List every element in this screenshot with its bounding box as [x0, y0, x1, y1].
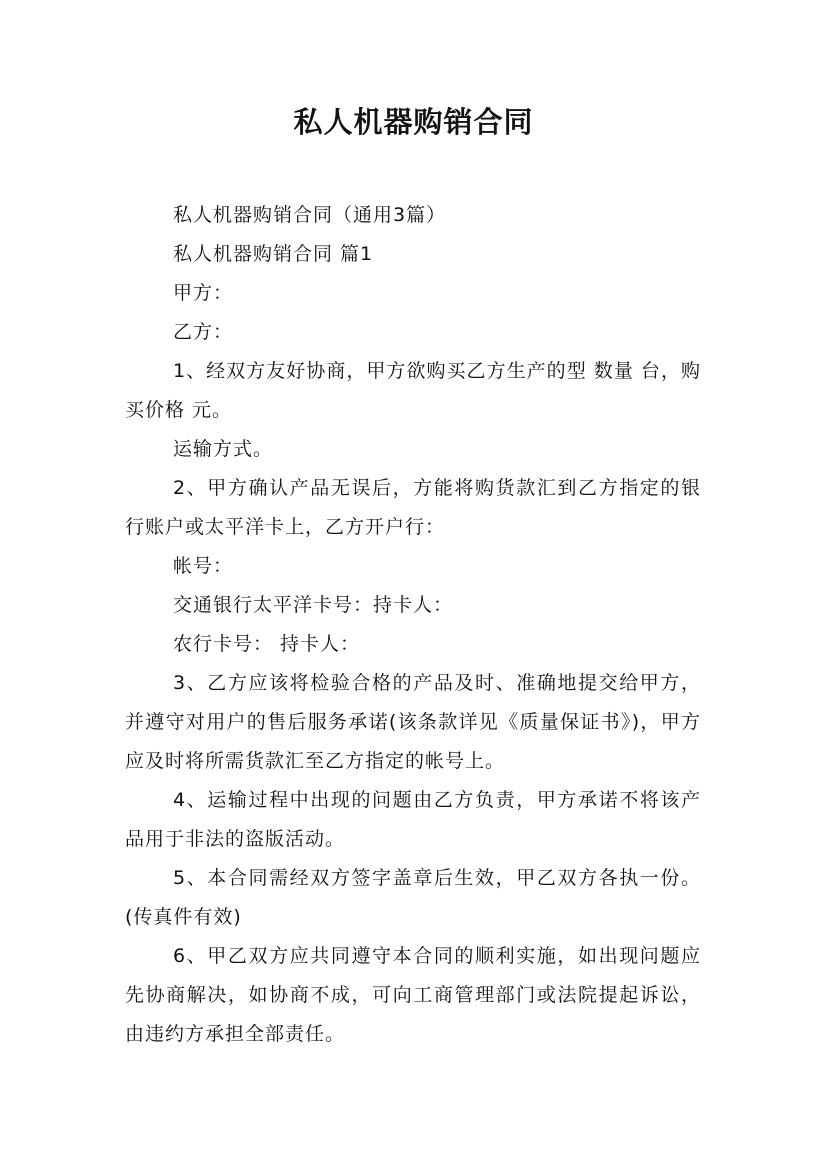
- paragraph-party-a: 甲方：: [173, 282, 234, 304]
- paragraph-subtitle: 私人机器购销合同（通用3篇）: [173, 204, 447, 226]
- paragraph-clause-4: 4、运输过程中出现的问题由乙方负责，甲方承诺不将该产品用于非法的盗版活动。: [125, 789, 701, 850]
- paragraph-clause-1: 1、经双方友好协商，甲方欲购买乙方生产的型 数量 台，购买价格 元。: [125, 360, 701, 421]
- paragraph-clause-6: 6、甲乙双方应共同遵守本合同的顺利实施，如出现问题应先协商解决，如协商不成，可向工商管理部门或法院提起诉讼，由违约方承担全部责任。: [125, 945, 701, 1045]
- document-body: [125, 196, 701, 1054]
- paragraph-transport: 运输方式。: [173, 438, 274, 460]
- paragraph-account: 帐号：: [173, 555, 234, 577]
- paragraph-bocom-card: 交通银行太平洋卡号：持卡人：: [173, 594, 454, 616]
- paragraph-section-heading: 私人机器购销合同 篇1: [173, 243, 374, 265]
- paragraph-clause-3: 3、乙方应该将检验合格的产品及时、准确地提交给甲方，并遵守对用户的售后服务承诺(该条款详见《质量保证书》)，甲方应及时将所需货款汇至乙方指定的帐号上。: [125, 672, 701, 772]
- paragraph-abc-card: 农行卡号： 持卡人：: [173, 633, 361, 655]
- paragraph-party-b: 乙方：: [173, 321, 234, 343]
- document-title: 私人机器购销合同: [293, 105, 534, 139]
- paragraph-clause-2: 2、甲方确认产品无误后，方能将购货款汇到乙方指定的银行账户或太平洋卡上，乙方开户行：: [125, 477, 701, 538]
- paragraph-clause-5: 5、本合同需经双方签字盖章后生效，甲乙双方各执一份。(传真件有效): [125, 867, 701, 928]
